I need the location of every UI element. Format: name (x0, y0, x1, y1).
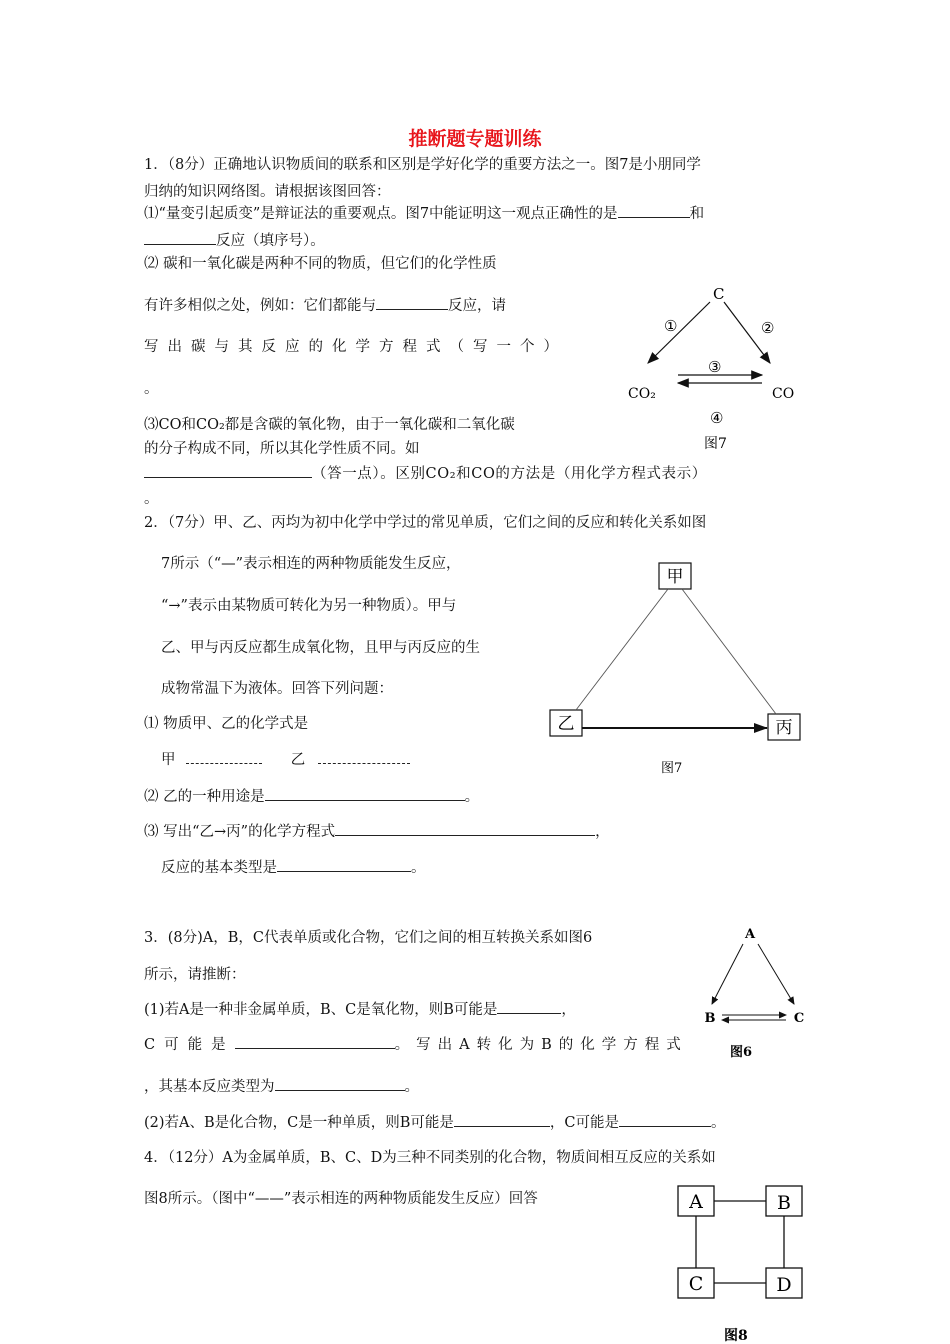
q2-part2-line (144, 785, 479, 806)
q1-part3-line-1: ⑶CO和CO₂都是含碳的氧化物，由于一氧化碳和二氧化碳 (144, 417, 515, 433)
q2-line-4: 乙、甲与丙反应都生成氧化物，且甲与丙反应的生 (161, 640, 480, 656)
q2-line-3: “→”表示由某物质可转化为另一种物质）。甲与 (161, 598, 457, 614)
q2-figure (548, 560, 808, 780)
fig7-num-3: ③ (708, 358, 722, 376)
q1-answer-blank-4[interactable] (144, 463, 312, 478)
q2-part2-end: 。 (464, 789, 480, 805)
fig7-label-co2: CO₂ (628, 386, 656, 402)
q2-part1-line: ⑴ 物质甲、乙的化学式是 (144, 716, 309, 732)
q2-answer-blank-yi[interactable] (318, 749, 410, 764)
q1-part2-line-2 (144, 294, 506, 315)
q2-answer-blank-type[interactable] (277, 857, 411, 872)
q2-line-2: 7所示（“—”表示相连的两种物质能发生反应， (161, 556, 461, 572)
fig8-label-d: D (776, 1274, 792, 1296)
q1-part2-line-4: 。 (144, 381, 159, 397)
q2-part3-line-2 (161, 856, 426, 877)
fig7-caption: 图7 (704, 436, 727, 452)
q2-line-5: 成物常温下为液体。回答下列问题： (161, 681, 393, 697)
fig7-arrow-1 (648, 302, 710, 363)
q2-answer-blank-use[interactable] (265, 786, 465, 801)
q1-part1-text-2: 反应（填序号）。 (216, 233, 325, 249)
q2-answer-blank-jia[interactable] (186, 749, 262, 764)
q1-part2-text-b: 反应，请 (448, 298, 506, 314)
q2-part3-line (144, 820, 610, 841)
fig7b-label-bing: 丙 (775, 718, 793, 738)
q2-answer-blank-equation[interactable] (335, 821, 595, 836)
q3-part2-text-c: ，C可能是 (549, 1115, 620, 1131)
q1-line-2: 归纳的知识网络图。请根据该图回答： (144, 184, 391, 200)
q3-answer-blank-c2[interactable] (619, 1112, 711, 1127)
q4-line-1: 4．（12分）A为金属单质，B、C、D为三种不同类别的化合物，物质间相互反应的关系如 (144, 1150, 716, 1166)
fig6-label-a: A (744, 927, 756, 942)
q3-line-1: 3．(8分)A，B，C代表单质或化合物，它们之间的相互转换关系如图6 (144, 930, 593, 946)
q2-part1-answers (161, 748, 410, 769)
fig6-arrow-ac (758, 944, 794, 1004)
q1-part3-text: （答一点）。区别CO₂和CO的方法是（用化学方程式表示） (312, 466, 707, 482)
q1-part1-line-2 (144, 229, 325, 250)
q3-part1-text: (1)若A是一种非金属单质，B、C是氧化物，则B可能是 (144, 1002, 498, 1018)
q1-part1-text: ⑴“量变引起质变”是辩证法的重要观点。图7中能证明这一观点正确性的是 (144, 206, 618, 222)
fig6-label-b: B (704, 1011, 716, 1026)
q3-line-2: 所示，请推断： (144, 967, 246, 983)
q2-part3-text: ⑶ 写出“乙→丙”的化学方程式 (144, 824, 336, 840)
q3-equation-text: 。写出A转化为B的化学方程式 (394, 1037, 688, 1053)
q3-answer-blank-b2[interactable] (454, 1112, 550, 1127)
q1-part1-line (144, 202, 704, 223)
fig6-arrow-ab (712, 944, 743, 1004)
q3-part2-line (144, 1111, 726, 1132)
fig7-label-c: C (713, 285, 725, 303)
q1-answer-blank-2[interactable] (144, 230, 216, 245)
fig8-label-b: B (777, 1192, 791, 1214)
q3-type-end: 。 (404, 1079, 419, 1095)
q2-part3-end: 。 (411, 860, 426, 876)
q1-part2-line-1: ⑵ 碳和一氧化碳是两种不同的物质，但它们的化学性质 (144, 256, 497, 272)
q1-line-1: 1．（8分）正确地认识物质间的联系和区别是学好化学的重要方法之一。图7是小朋同学 (144, 157, 701, 173)
q4-figure (670, 1180, 820, 1344)
q1-part2-line-3: 写出碳与其反应的化学方程式（写一个） (144, 339, 567, 355)
fig8-caption: 图8 (724, 1328, 748, 1344)
fig7b-caption: 图7 (661, 761, 683, 776)
q1-part3-line-2: 的分子构成不同，所以其化学性质不同。如 (144, 441, 420, 457)
q1-part2-text: 有许多相似之处，例如：它们都能与 (144, 298, 376, 314)
q1-part1-and: 和 (689, 206, 705, 222)
q3-figure (700, 922, 815, 1067)
fig6-label-c: C (793, 1011, 805, 1026)
fig7-num-4: ④ (710, 409, 724, 427)
fig7-label-co: CO (772, 386, 795, 402)
fig7b-line-jia-yi (576, 589, 668, 710)
fig7b-line-jia-bing (682, 589, 776, 714)
fig8-label-a: A (689, 1191, 703, 1213)
q3-part1-line (144, 998, 576, 1019)
q3-c-text: C可能是 (144, 1037, 235, 1053)
q3-part1-comma: ， (561, 1002, 576, 1018)
fig7-num-2: ② (761, 319, 775, 337)
q3-answer-blank-c[interactable] (235, 1034, 395, 1049)
q1-answer-blank-1[interactable] (618, 203, 690, 218)
q3-answer-blank-b[interactable] (497, 999, 561, 1014)
fig7-num-1: ① (664, 317, 678, 335)
q3-answer-blank-type[interactable] (275, 1076, 405, 1091)
q2-jia-label: 甲 (161, 752, 176, 768)
q4-line-2: 图8所示。（图中“——”表示相连的两种物质能发生反应）回答 (144, 1191, 538, 1207)
q3-type-text: ，其基本反应类型为 (144, 1079, 275, 1095)
q3-part1-line-3 (144, 1075, 419, 1096)
q1-part3-line-3 (144, 462, 707, 483)
q3-part2-text: (2)若A、B是化合物，C是一种单质，则B可能是 (144, 1115, 454, 1131)
q2-part3-comma: ， (595, 824, 610, 840)
q2-line-1: 2．（7分）甲、乙、丙均为初中化学中学过的常见单质，它们之间的反应和转化关系如图 (144, 515, 707, 531)
fig8-label-c: C (688, 1273, 704, 1295)
fig6-caption: 图6 (730, 1045, 753, 1060)
fig7b-label-yi: 乙 (557, 714, 575, 734)
fig7b-label-jia: 甲 (666, 567, 684, 587)
q2-part3-type-text: 反应的基本类型是 (161, 860, 277, 876)
q3-part1-line-2 (144, 1033, 688, 1054)
q1-figure (620, 280, 820, 455)
q2-yi-label: 乙 (290, 752, 306, 768)
q2-part2-text: ⑵ 乙的一种用途是 (144, 789, 265, 805)
q1-part3-line-4: 。 (144, 491, 159, 507)
page-title: 推断题专题训练 (408, 128, 542, 150)
q1-answer-blank-3[interactable] (376, 295, 448, 310)
q3-part2-end: 。 (711, 1115, 726, 1131)
